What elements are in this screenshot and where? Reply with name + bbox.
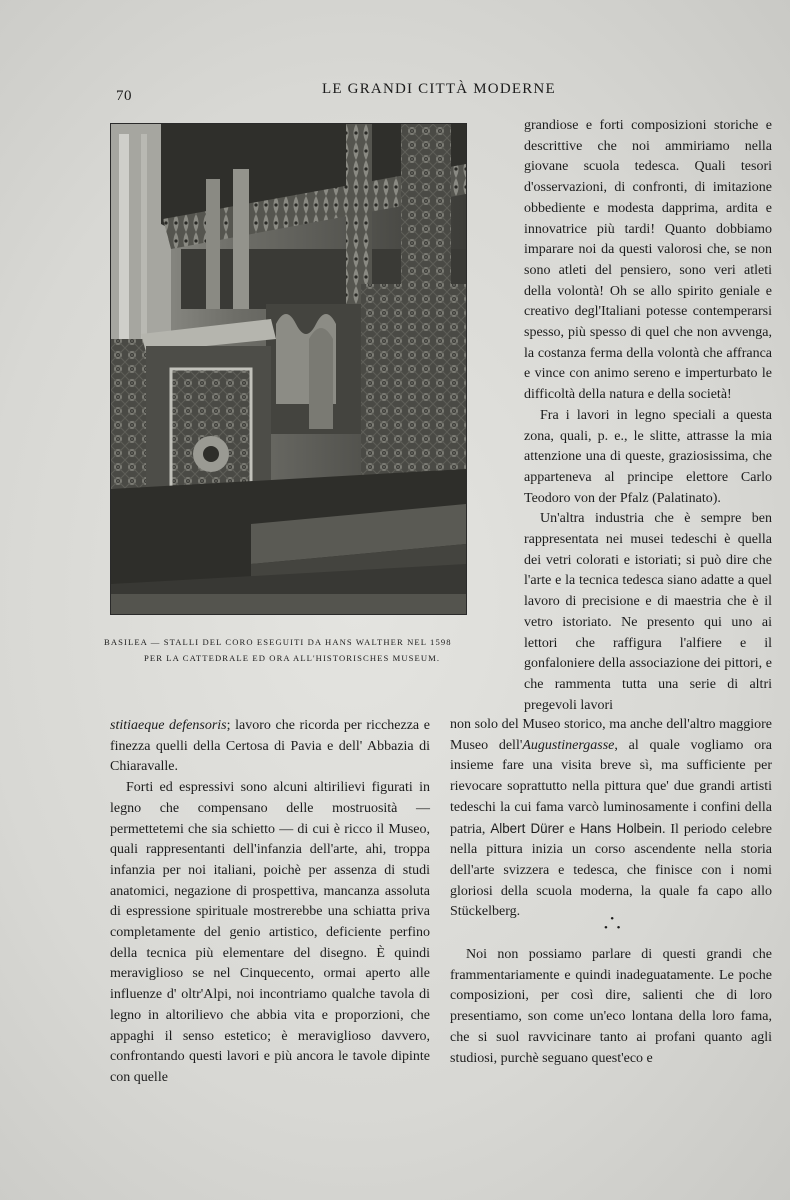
page-number: 70 (116, 88, 132, 104)
lower-right-text (450, 715, 772, 923)
italic-place-name: Augustinergasse (522, 737, 615, 753)
italic-phrase: stitiaeque defensoris (110, 718, 227, 733)
choir-stalls-photograph (110, 123, 467, 615)
paragraph: grandiose e forti composizioni storiche e descrittive che noi ammiriamo nella giovane scuola tedesca. Quali tesori d'osservazioni, di confronti, di imitazione obbediente e modesta dapprima, ardita e innovatrice più tardi! Quanto dobbiamo imparare noi da questi valorosi che, se non sono atleti del pensiero, sono veri atleti della volontà! Oh se allo spirito geniale e creativo degl'Italiani potesse contemperarsi spesso, più spesso di quel che non avvenga, la costanza ferma della volontà che affranca e vince con animo sereno e imperturbato le difficoltà della natura e della società! (524, 118, 772, 403)
paragraph: Noi non possiamo parlare di questi grandi che frammentariamente e quindi inadeguatamente. Le poche composizioni, per così dire, salienti che di loro presentiamo, son come un'eco lontana della loro fama, che si suol ravvicinare tanto ai profani quanto agli studiosi, purchè seguano quest'eco e (450, 947, 772, 1066)
section-separator-icon: • • • (604, 913, 624, 934)
right-column-text (524, 116, 772, 716)
lower-left-text (110, 716, 430, 1089)
paragraph: Un'altra industria che è sempre ben rappresentata nei musei tedeschi è quella dei vetri colorati e istoriati; si può dire che l'arte e la tecnica tedesca siano adatte a quel lavoro di precisione e di maestria che è il vetro istoriato. Ne presento qui uno ai lettori che raffigura l'alfiere e il gonfaloniere della associazione dei pittori, e che rammenta tutta una serie di altri pregevoli lavori (524, 511, 772, 713)
text-run: ; lavoro che ricorda per ricchezza e finezza quelli della Certosa di Pavia e dell' Abbazia di Chiaravalle. (110, 718, 430, 775)
paragraph (110, 716, 430, 778)
caption-line-1: BASILEA — STALLI DEL CORO ESEGUITI DA HANS WALTHER NEL 1598 (104, 637, 452, 647)
text-run: non solo del Museo storico, ma anche dell'altro maggiore Museo dell' (450, 717, 772, 753)
paragraph: Forti ed espressivi sono alcuni altirilievi figurati in legno che compensano delle mostruosità — permettetemi che sia schietto — di cui è ricco il Museo, quali rappresentanti dell'infanzia dell'arte, ahi, troppa infanzia per noi italiani, poichè per assenza di studi anatomici, negazione di prospettiva, mancanza assoluta di espressione spirituale mostrerebbe una schiatta priva completamente del genio artistico, deficiente perfino della tecnica più elementare del disegno. È quindi meraviglioso se nel Cinquecento, ormai aperto alle influenze d' oltr'Alpi, noi incontriamo qualche tavola di legno in altorilievo che abbia vita e proporzioni, che appaghi il senso estetico; è meraviglioso davvero, confrontando questi lavori e più ancora le tavole dipinte con quelle (110, 780, 430, 1085)
figure-caption (104, 634, 474, 666)
artist-name: Albert Dürer (490, 820, 564, 836)
text-run: e (563, 821, 581, 837)
carved-stalls-engraving (111, 124, 466, 614)
paragraph: Fra i lavori in legno speciali a questa zona, quali, p. e., le slitte, attrasse la mia attenzione una di queste, graziosissima, che apparteneva al principe elettore Carlo Teodoro von der Pfalz (Palatinato). (524, 407, 772, 506)
text-run: , al quale vogliamo ora insieme fare una visita breve sì, ma sufficiente per rievocare soprattutto nella pittura que' due grandi artisti tedeschi la cui fama varcò luminosamente i confini della patria, (450, 737, 772, 837)
paragraph (450, 715, 772, 923)
caption-line-2: PER LA CATTEDRALE ED ORA ALL'HISTORISCHES MUSEUM. (144, 653, 441, 663)
lower-right-text-2 (450, 945, 772, 1069)
artist-name: Hans Holbein (580, 820, 662, 836)
text-run: . Il periodo celebre nella pittura inizia un corso ascendente nella storia dell'arte svizzera e tedesca, che finisce con i nomi gloriosi della scuola moderna, la quale fa capo allo Stückelberg. (450, 821, 773, 920)
running-header: LE GRANDI CITTÀ MODERNE (322, 81, 556, 97)
